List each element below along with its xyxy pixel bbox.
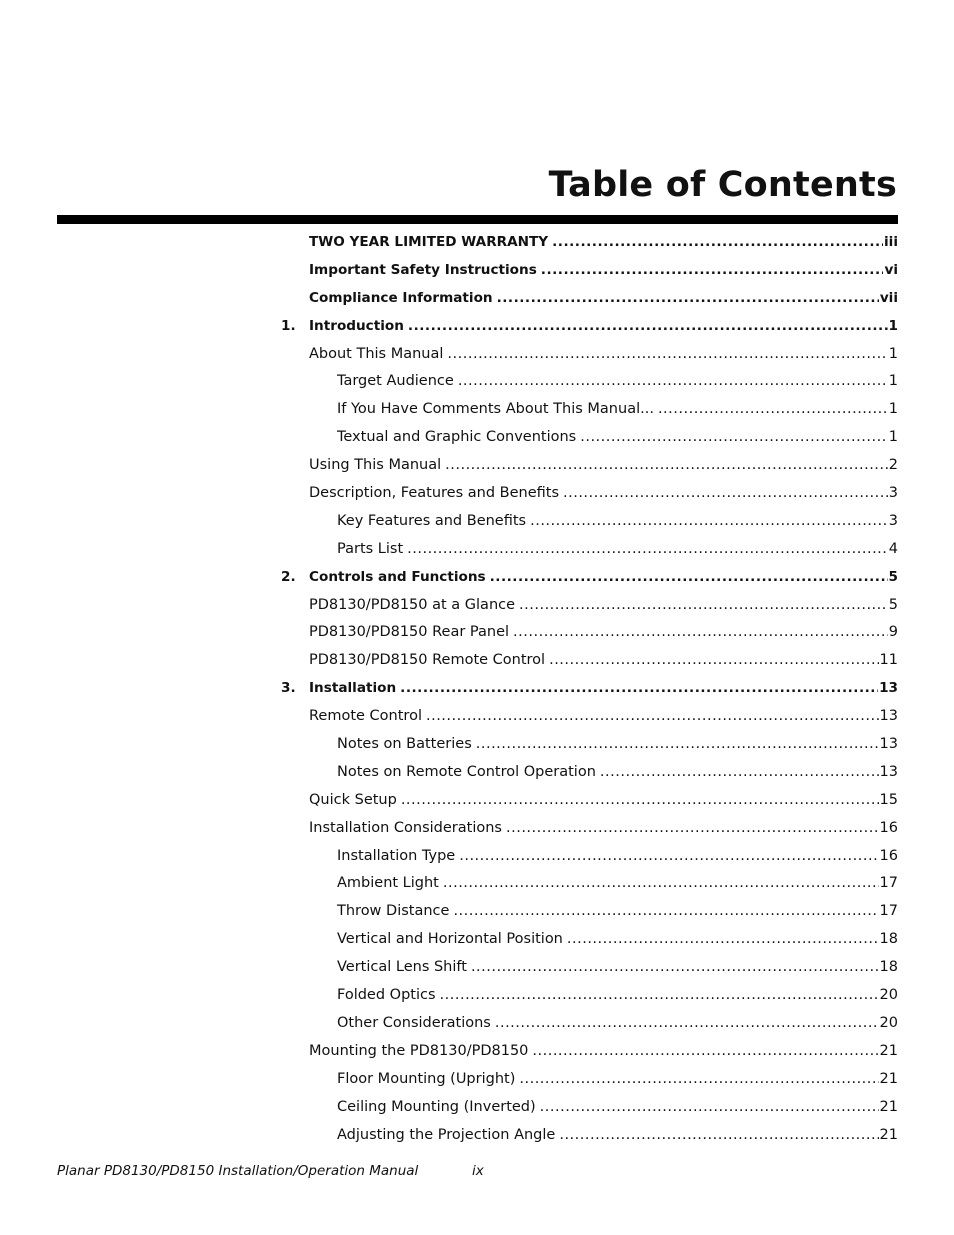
dot-leader xyxy=(519,1071,878,1087)
dot-leader xyxy=(541,262,884,278)
toc-entry-label: Vertical Lens Shift xyxy=(337,959,467,976)
toc-entry-page: 5 xyxy=(888,568,898,585)
toc-entry[interactable] xyxy=(281,1071,898,1099)
toc-entry-page: 1 xyxy=(888,429,898,446)
dot-leader xyxy=(443,875,879,891)
dot-leader xyxy=(513,624,888,640)
dot-leader xyxy=(519,597,888,613)
toc-entry-label: Textual and Graphic Conventions xyxy=(337,429,577,446)
toc-entry-number: 2. xyxy=(281,568,296,585)
toc-entry[interactable] xyxy=(281,987,898,1015)
toc-entry[interactable] xyxy=(281,792,898,820)
toc-entry[interactable] xyxy=(281,318,898,346)
toc-entry-label: Notes on Remote Control Operation xyxy=(337,763,596,780)
toc-entry-label: PD8130/PD8150 Remote Control xyxy=(309,652,546,669)
toc-entry-label: Other Considerations xyxy=(337,1014,491,1031)
toc-entry-label: Parts List xyxy=(337,540,404,557)
toc-entry-label: Controls and Functions xyxy=(309,568,486,585)
dot-leader xyxy=(495,1015,879,1031)
toc-entry[interactable] xyxy=(281,652,898,680)
toc-entry-label: Installation Considerations xyxy=(309,819,502,836)
dot-leader xyxy=(408,318,888,334)
toc-entry-page: 1 xyxy=(888,373,898,390)
toc-entry-label: Description, Features and Benefits xyxy=(309,485,559,502)
toc-entry-label: Important Safety Instructions xyxy=(309,261,537,278)
toc-entry-page: 17 xyxy=(879,875,898,892)
toc-entry[interactable] xyxy=(281,1127,898,1155)
toc-entry-page: iii xyxy=(884,234,898,250)
dot-leader xyxy=(559,1127,878,1143)
toc-entry[interactable] xyxy=(281,485,898,513)
toc-entry-page: 18 xyxy=(879,931,898,948)
toc-entry-label: About This Manual xyxy=(309,345,444,362)
toc-entry[interactable] xyxy=(281,875,898,903)
toc-entry-page: 5 xyxy=(888,596,898,613)
toc-entry[interactable] xyxy=(281,1015,898,1043)
toc-entry-label: Introduction xyxy=(309,317,404,334)
toc-entry-page: 16 xyxy=(879,847,898,864)
dot-leader xyxy=(567,931,879,947)
toc-entry-page: 21 xyxy=(879,1042,898,1059)
dot-leader xyxy=(447,346,887,362)
toc-entry-number: 1. xyxy=(281,317,296,334)
toc-entry-label: Floor Mounting (Upright) xyxy=(337,1070,516,1087)
toc-entry[interactable] xyxy=(281,541,898,569)
toc-entry[interactable] xyxy=(281,680,898,708)
title-divider xyxy=(57,215,898,224)
dot-leader xyxy=(401,792,879,808)
toc-entry-label: PD8130/PD8150 at a Glance xyxy=(309,596,516,613)
footer-page-number: ix xyxy=(472,1163,484,1179)
toc-entry-label: Target Audience xyxy=(337,373,454,390)
toc-entry[interactable] xyxy=(281,1099,898,1127)
toc-entry[interactable] xyxy=(281,513,898,541)
dot-leader xyxy=(658,401,888,417)
toc-entry[interactable] xyxy=(281,373,898,401)
toc-entry-label: Throw Distance xyxy=(337,903,450,920)
dot-leader xyxy=(563,485,888,501)
toc-entry-page: 18 xyxy=(879,959,898,976)
toc-entry-page: 11 xyxy=(879,652,898,669)
dot-leader xyxy=(407,541,888,557)
toc-entry[interactable] xyxy=(281,624,898,652)
toc-entry-page: 1 xyxy=(888,401,898,418)
toc-entry-page: 1 xyxy=(888,317,898,334)
toc-entry[interactable] xyxy=(281,903,898,931)
toc-entry[interactable] xyxy=(281,401,898,429)
toc-entry-page: 2 xyxy=(888,457,898,474)
toc-entry-label: PD8130/PD8150 Rear Panel xyxy=(309,624,510,641)
toc-entry-page: 3 xyxy=(888,485,898,502)
toc-entry-label: Installation xyxy=(309,680,397,697)
dot-leader xyxy=(400,680,878,696)
toc-entry[interactable] xyxy=(281,262,898,290)
toc-entry[interactable] xyxy=(281,959,898,987)
dot-leader xyxy=(549,652,878,668)
toc-entry-page: 20 xyxy=(879,987,898,1004)
toc-entry-label: Ceiling Mounting (Inverted) xyxy=(337,1098,536,1115)
toc-entry-page: 16 xyxy=(879,819,898,836)
toc-entry[interactable] xyxy=(281,234,898,262)
toc-entry[interactable] xyxy=(281,1043,898,1071)
dot-leader xyxy=(440,987,879,1003)
toc-entry-label: Notes on Batteries xyxy=(337,736,472,753)
toc-entry-page: 9 xyxy=(888,624,898,641)
toc-entry[interactable] xyxy=(281,764,898,792)
dot-leader xyxy=(497,290,879,306)
dot-leader xyxy=(530,513,888,529)
toc-entry-page: 13 xyxy=(879,708,898,725)
toc-entry[interactable] xyxy=(281,457,898,485)
toc-entry-page: 21 xyxy=(879,1126,898,1143)
toc-entry-label: Mounting the PD8130/PD8150 xyxy=(309,1042,529,1059)
toc-entry-label: Vertical and Horizontal Position xyxy=(337,931,563,948)
toc-entry-label: Using This Manual xyxy=(309,457,442,474)
toc-entry[interactable] xyxy=(281,708,898,736)
toc-entry-page: 1 xyxy=(888,345,898,362)
toc-entry-label: If You Have Comments About This Manual... xyxy=(337,401,654,418)
toc-entry-label: Key Features and Benefits xyxy=(337,512,527,529)
toc-entry[interactable] xyxy=(281,820,898,848)
dot-leader xyxy=(600,764,879,780)
toc-entry-page: vii xyxy=(879,289,898,306)
dot-leader xyxy=(453,903,878,919)
toc-entry[interactable] xyxy=(281,346,898,374)
dot-leader xyxy=(490,569,888,585)
toc-entry-label: Remote Control xyxy=(309,708,422,725)
toc-entry[interactable] xyxy=(281,848,898,876)
toc-entry-label: Installation Type xyxy=(337,847,456,864)
toc-entry-label: Ambient Light xyxy=(337,875,439,892)
footer-manual-title: Planar PD8130/PD8150 Installation/Operation Manual xyxy=(57,1163,419,1179)
toc-entry[interactable] xyxy=(281,429,898,457)
toc-entry-label: Compliance Information xyxy=(309,289,493,306)
dot-leader xyxy=(459,848,878,864)
dot-leader xyxy=(506,820,879,836)
table-of-contents xyxy=(281,234,898,1154)
toc-entry-page: 17 xyxy=(879,903,898,920)
toc-entry-number: 3. xyxy=(281,680,296,697)
dot-leader xyxy=(540,1099,879,1115)
toc-entry-label: Folded Optics xyxy=(337,987,436,1004)
toc-entry-page: 13 xyxy=(879,680,898,697)
toc-entry-page: vi xyxy=(884,261,898,278)
dot-leader xyxy=(476,736,879,752)
dot-leader xyxy=(580,429,888,445)
dot-leader xyxy=(445,457,888,473)
page-title: Table of Contents xyxy=(548,165,897,205)
toc-entry-page: 15 xyxy=(879,791,898,808)
dot-leader xyxy=(426,708,879,724)
dot-leader xyxy=(471,959,879,975)
toc-entry-page: 13 xyxy=(879,763,898,780)
toc-entry-page: 21 xyxy=(879,1098,898,1115)
dot-leader xyxy=(552,234,883,250)
toc-entry-label: Adjusting the Projection Angle xyxy=(337,1126,556,1143)
toc-entry-page: 21 xyxy=(879,1070,898,1087)
toc-entry-label: TWO YEAR LIMITED WARRANTY xyxy=(309,234,549,250)
toc-entry-page: 20 xyxy=(879,1014,898,1031)
toc-entry[interactable] xyxy=(281,597,898,625)
toc-entry-page: 4 xyxy=(888,540,898,557)
dot-leader xyxy=(458,373,888,389)
toc-entry[interactable] xyxy=(281,569,898,597)
toc-entry[interactable] xyxy=(281,290,898,318)
toc-entry-page: 3 xyxy=(888,512,898,529)
toc-entry-page: 13 xyxy=(879,736,898,753)
toc-entry[interactable] xyxy=(281,931,898,959)
dot-leader xyxy=(532,1043,878,1059)
toc-entry[interactable] xyxy=(281,736,898,764)
toc-entry-label: Quick Setup xyxy=(309,791,397,808)
